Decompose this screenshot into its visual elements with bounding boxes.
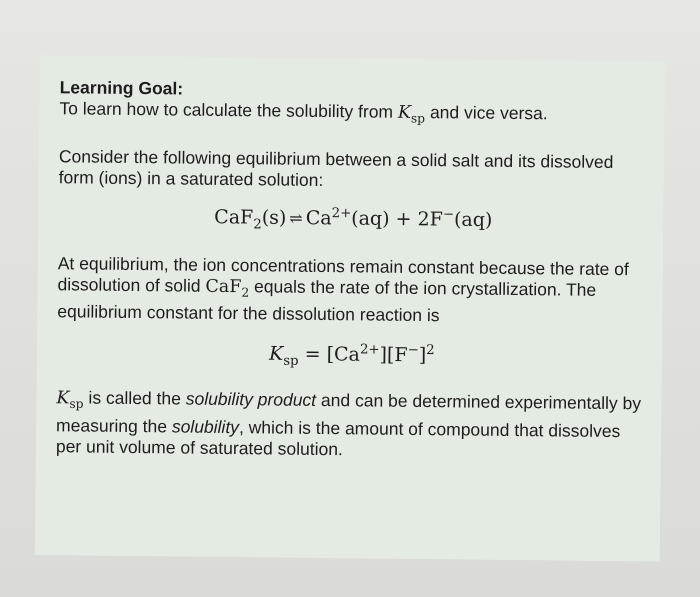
- ksp-expression: $K_{sp} = [Ca^{2+}][F^-]^2$: [268, 342, 435, 369]
- solubility-paragraph: $K_{sp}$ is called the solubility product and can be determined experimentally by measuring the solubility, which is the amount of compound that dissolves per unit volume of saturated solution.: [55, 387, 642, 459]
- term-solubility: solubility: [171, 416, 240, 437]
- caf2-inline: CaF$_2$: [205, 276, 250, 300]
- intro-paragraph: Consider the following equilibrium between a solid salt and its dissolved form (ions) in a saturated solution:: [58, 145, 614, 190]
- learning-goal-text: [59, 98, 649, 132]
- learning-goal-title: Learning Goal:: [59, 77, 184, 99]
- learning-goal-text-after: and vice versa.: [425, 102, 548, 124]
- term-solubility-product: solubility product: [185, 388, 317, 411]
- ksp-inline-goal: $K_{sp}$: [397, 102, 426, 126]
- equilibrium-paragraph: At equilibrium, the ion concentrations remain constant because the rate of dissolution of solid CaF$_2$ equals the rate of the ion crystallization. The equilibrium constant for the dissolution reaction is: [57, 252, 629, 326]
- ksp-inline-solubility: $K_{sp}$: [56, 388, 84, 412]
- content-panel: [35, 55, 665, 562]
- learning-goal-text-before: To learn how to calculate the solubility from: [59, 98, 399, 122]
- dissolution-equation: CaF$_2$(s) ⇌ $Ca^{2+}(aq) + 2F^-(aq)$: [214, 205, 493, 232]
- equilibrium-arrow-icon: ⇌: [289, 208, 303, 228]
- content-body: [56, 77, 650, 475]
